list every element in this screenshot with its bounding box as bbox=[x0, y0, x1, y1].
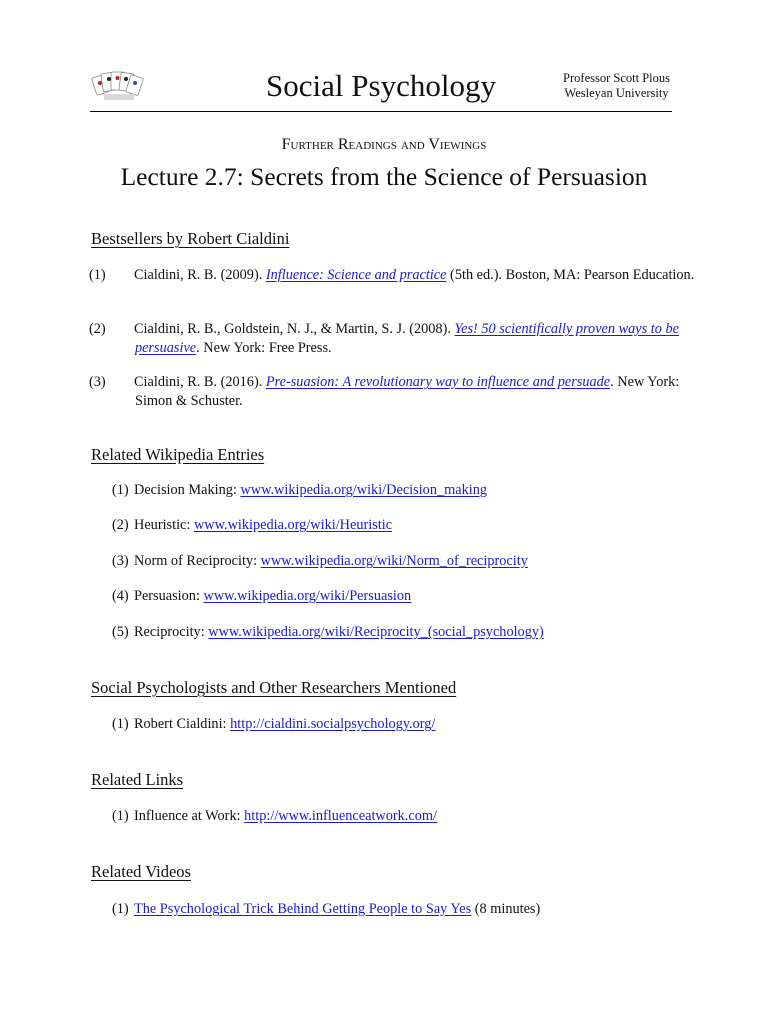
wikipedia-link[interactable]: www.wikipedia.org/wiki/Heuristic bbox=[193, 517, 393, 533]
heading-bestsellers: Bestsellers by Robert Cialdini bbox=[91, 229, 290, 248]
course-title: Social Psychology bbox=[266, 68, 496, 103]
university-name: Wesleyan University bbox=[564, 86, 669, 100]
wikipedia-link[interactable]: www.wikipedia.org/wiki/Persuasion bbox=[203, 588, 412, 604]
list-item: (1) Cialdini, R. B. (2009). Influence: Science and practice (5th ed.). Boston, MA: Pearson Education. bbox=[89, 267, 695, 283]
book-link[interactable]: Yes! 50 scientifically proven ways to be persuasive bbox=[135, 321, 679, 356]
item-number: (1) bbox=[112, 482, 129, 498]
section-label: Further Readings and Viewings bbox=[281, 136, 487, 153]
related-link[interactable]: http://www.influenceatwork.com/ bbox=[244, 808, 437, 824]
item-number: (5) bbox=[112, 624, 129, 640]
video-link[interactable]: The Psychological Trick Behind Getting People to Say Yes bbox=[134, 901, 472, 917]
list-item: (4) Persuasion: www.wikipedia.org/wiki/Persuasion bbox=[112, 588, 412, 604]
wikipedia-link[interactable]: www.wikipedia.org/wiki/Decision_making bbox=[240, 482, 488, 498]
header-divider bbox=[90, 111, 672, 112]
heading-related-videos: Related Videos bbox=[91, 862, 191, 881]
item-number: (4) bbox=[112, 588, 129, 604]
item-number: (2) bbox=[112, 517, 129, 533]
item-number: (2) bbox=[89, 321, 106, 337]
book-link[interactable]: Influence: Science and practice bbox=[265, 267, 447, 283]
list-item: (5) Reciprocity: www.wikipedia.org/wiki/Reciprocity_(social_psychology) bbox=[112, 624, 544, 640]
wikipedia-link[interactable]: www.wikipedia.org/wiki/Reciprocity_(social_psychology) bbox=[208, 624, 544, 640]
list-item: (1) The Psychological Trick Behind Getting People to Say Yes (8 minutes) bbox=[112, 901, 541, 917]
item-number: (1) bbox=[112, 901, 129, 917]
list-item: (1) Decision Making: www.wikipedia.org/wiki/Decision_making bbox=[112, 482, 488, 498]
researcher-link[interactable]: http://cialdini.socialpsychology.org/ bbox=[230, 716, 436, 732]
wikipedia-link[interactable]: www.wikipedia.org/wiki/Norm_of_reciprocity bbox=[260, 553, 528, 569]
item-number: (1) bbox=[112, 808, 129, 824]
item-number: (1) bbox=[89, 267, 106, 283]
list-item: (3) Norm of Reciprocity: www.wikipedia.org/wiki/Norm_of_reciprocity bbox=[112, 553, 528, 569]
page-header bbox=[90, 66, 672, 106]
lecture-title: Lecture 2.7: Secrets from the Science of Persuasion bbox=[120, 162, 648, 191]
item-number: (3) bbox=[112, 553, 129, 569]
professor-name: Professor Scott Plous bbox=[563, 71, 670, 85]
item-number: (1) bbox=[112, 716, 129, 732]
instructor-block bbox=[563, 71, 670, 101]
heading-related-links: Related Links bbox=[91, 770, 184, 789]
list-item: (2) Cialdini, R. B., Goldstein, N. J., & Martin, S. J. (2008). Yes! 50 scientifically proven ways to be persuasive. New York: Free Press. bbox=[89, 321, 679, 356]
list-item: (2) Heuristic: www.wikipedia.org/wiki/Heuristic bbox=[112, 517, 393, 533]
book-link[interactable]: Pre-suasion: A revolutionary way to influence and persuade bbox=[265, 374, 611, 390]
heading-researchers: Social Psychologists and Other Researchers Mentioned bbox=[91, 678, 457, 697]
list-item: (1) Robert Cialdini: http://cialdini.socialpsychology.org/ bbox=[112, 716, 436, 732]
list-item: (3) Cialdini, R. B. (2016). Pre-suasion: A revolutionary way to influence and persuade. New York: Simon & Schuster. bbox=[89, 374, 680, 409]
heading-wikipedia: Related Wikipedia Entries bbox=[91, 445, 265, 464]
item-number: (3) bbox=[89, 374, 106, 390]
list-item: (1) Influence at Work: http://www.influenceatwork.com/ bbox=[112, 808, 437, 824]
